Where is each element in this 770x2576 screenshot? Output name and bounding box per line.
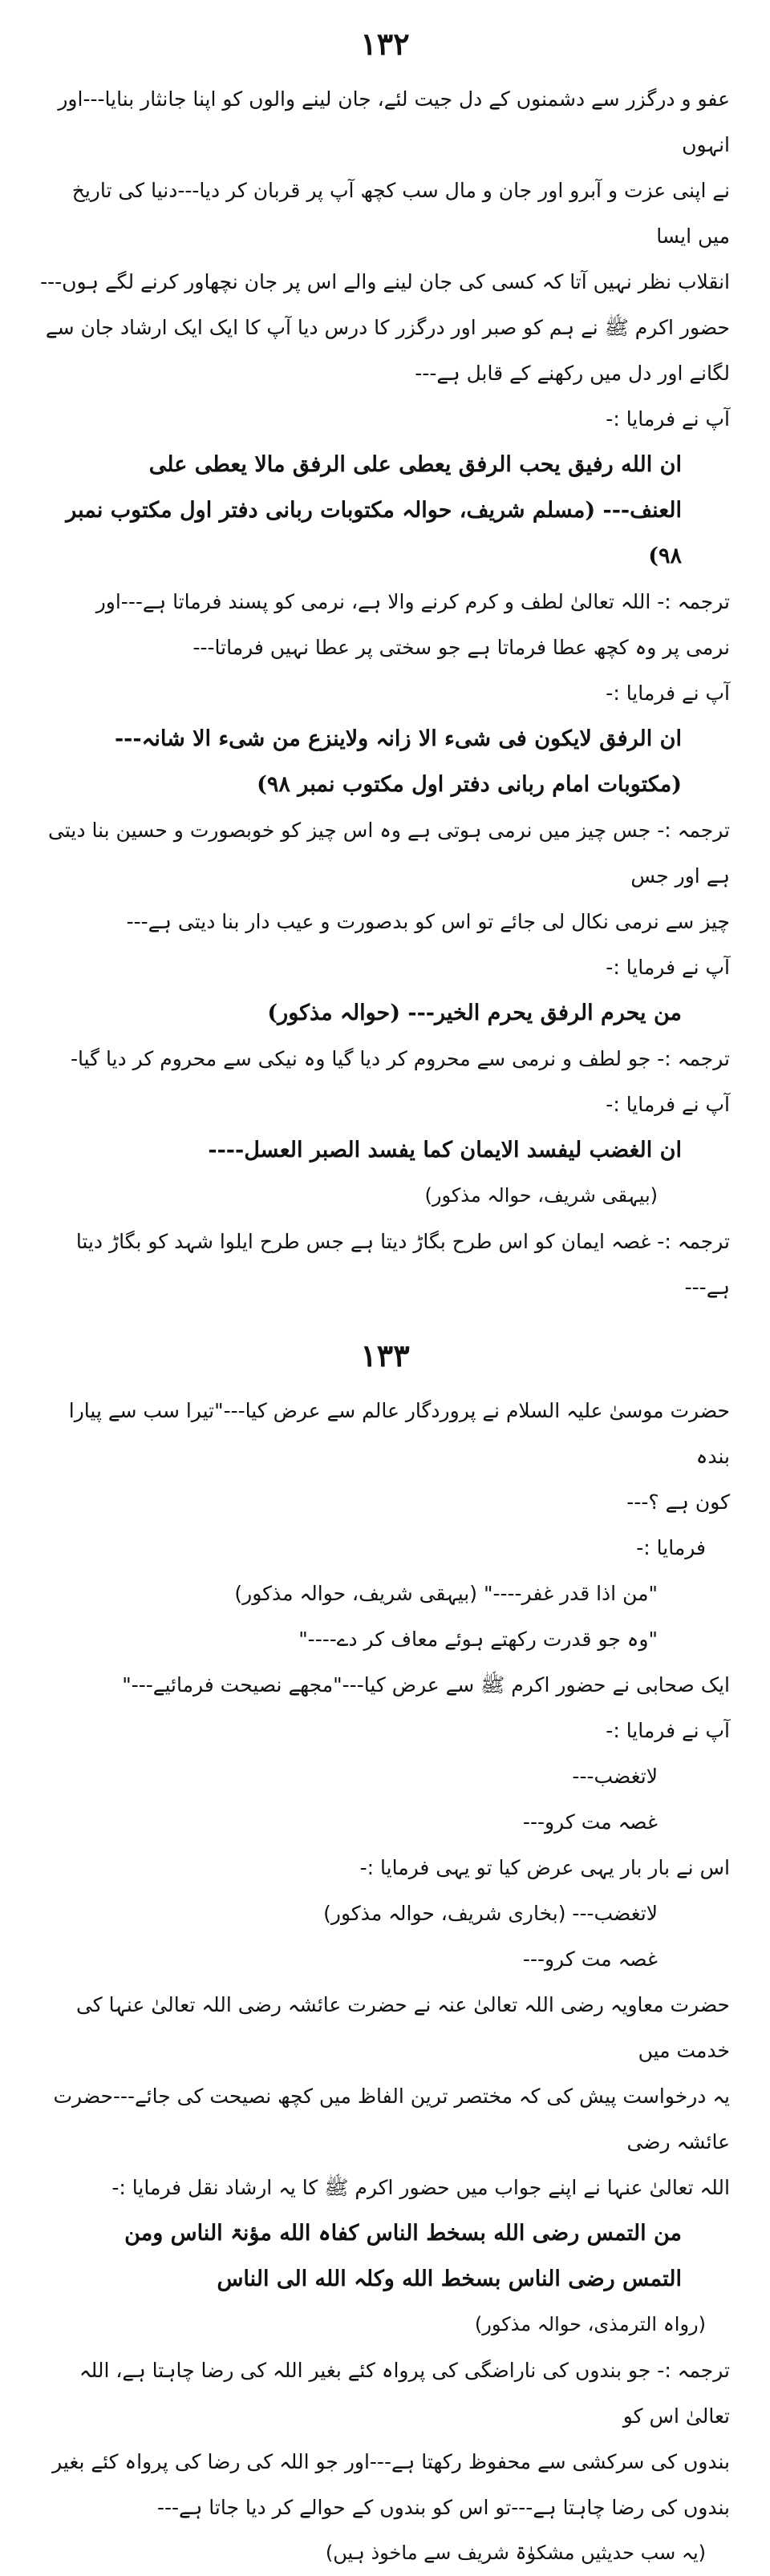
translation-line: ترجمہ :- جس چیز میں نرمی ہوتی ہے وہ اس چیز کو خوبصورت و حسین بنا دیتی ہے اور جس <box>48 819 730 888</box>
page-number: ١٣٣ <box>360 1337 410 1373</box>
text-line: اس نے بار بار یہی عرض کیا تو یہی فرمایا :- <box>359 1856 730 1879</box>
section-heading: آپ نے فرمایا :- <box>606 407 730 431</box>
text-line: عفو و درگزر سے دشمنوں کے دل جیت لئے، جان لینے والوں کو اپنا جانثار بنایا---اور انہوں <box>58 87 730 156</box>
translation-line: ترجمہ :- جو لطف و نرمی سے محروم کر دیا گیا وہ نیکی سے محروم کر دیا گیا- <box>70 1047 730 1070</box>
hadith-reference: (مکتوبات امام ربانی دفتر اول مکتوب نمبر ۹۸) <box>257 772 682 797</box>
section-heading: آپ نے فرمایا :- <box>606 956 730 979</box>
footnote: (یہ سب حدیثیں مشکوٰۃ شریف سے ماخوذ ہیں) <box>325 2542 706 2564</box>
translation-line: غصہ مت کرو--- <box>522 1947 658 1971</box>
hadith-arabic: ان الرفق لایکون فی شیء الا زانہ ولاینزع من شیء الا شانہ--- <box>114 726 682 751</box>
hadith-arabic: من التمس رضی الله بسخط الناس کفاہ الله مؤنۃ الناس ومن <box>124 2221 682 2246</box>
page-number: ١٣٢ <box>360 26 410 62</box>
page-132 <box>40 26 730 1310</box>
hadith-arabic: من یحرم الرفق یحرم الخیر--- (حوالہ مذکور) <box>267 1001 682 1025</box>
hadith-arabic: العنف--- (مسلم شریف، حوالہ مکتوبات ربانی دفتر اول مکتوب نمبر ۹۸) <box>66 498 682 568</box>
hadith-arabic: ان الله رفیق یحب الرفق یعطی علی الرفق مالا یعطی علی <box>148 452 682 477</box>
text-line: کون ہے ؟--- <box>626 1490 730 1514</box>
text-line: اللہ تعالیٰ عنہا نے اپنے جواب میں حضور اکرم ﷺ کا یہ ارشاد نقل فرمایا :- <box>111 2176 730 2199</box>
section-gap <box>40 1310 730 1328</box>
hadith-arabic: التمس رضی الناس بسخط الله وکلہ الله الی الناس <box>217 2267 682 2291</box>
hadith-quote: "من اذا قدر غفر----" (بیہقی شریف، حوالہ مذکور) <box>234 1582 658 1605</box>
section-heading: آپ نے فرمایا :- <box>606 681 730 705</box>
section-heading: فرمایا :- <box>636 1536 706 1559</box>
translation-line: ترجمہ :- اللہ تعالیٰ لطف و کرم کرنے والا ہے، نرمی کو پسند فرماتا ہے---اور <box>95 590 730 613</box>
translation-line: بندوں کی رضا چاہتا ہے---تو اس کو بندوں کے حوالے کر دیا جاتا ہے--- <box>156 2496 730 2519</box>
hadith-reference: (بیہقی شریف، حوالہ مذکور) <box>424 1184 658 1207</box>
text-line: حضرت موسیٰ علیہ السلام نے پروردگار عالم سے عرض کیا---"تیرا سب سے پیارا بندہ <box>68 1399 730 1468</box>
text-line: یہ درخواست پیش کی کہ مختصر ترین الفاظ میں کچھ نصیحت کی جائے---حضرت عائشہ رضی <box>53 2085 730 2153</box>
text-line: حضور اکرم ﷺ نے ہم کو صبر اور درگزر کا درس دیا آپ کا ایک ایک ارشاد جان سے <box>45 316 730 339</box>
hadith-arabic: لاتغضب--- (بخاری شریف، حوالہ مذکور) <box>323 1902 658 1925</box>
text-line: لگانے اور دل میں رکھنے کے قابل ہے--- <box>415 362 730 385</box>
translation-line: غصہ مت کرو--- <box>522 1810 658 1834</box>
section-heading: آپ نے فرمایا :- <box>606 1093 730 1116</box>
translation-line: چیز سے نرمی نکال لی جائے تو اس کو بدصورت و عیب دار بنا دیتی ہے--- <box>126 910 730 933</box>
hadith-quote-translation: "وہ جو قدرت رکھتے ہوئے معاف کر دے----" <box>298 1628 658 1651</box>
text-line: انقلاب نظر نہیں آتا کہ کسی کی جان لینے والے اس پر جان نچھاور کرنے لگے ہوں--- <box>40 270 730 293</box>
page-133 <box>40 1337 730 2576</box>
translation-line: ترجمہ :- جو بندوں کی ناراضگی کی پرواہ کئے بغیر اللہ کی رضا چاہتا ہے، اللہ تعالیٰ اس کو <box>79 2359 730 2428</box>
translation-line: بندوں کی سرکشی سے محفوظ رکھتا ہے---اور جو اللہ کی رضا کی پرواہ کئے بغیر <box>52 2450 730 2473</box>
translation-line: نرمی پر وہ کچھ عطا فرماتا ہے جو سختی پر عطا نہیں فرماتا--- <box>192 636 730 659</box>
section-heading: آپ نے فرمایا :- <box>606 1719 730 1742</box>
hadith-reference: (رواہ الترمذی، حوالہ مذکور) <box>474 2313 706 2335</box>
text-line: ایک صحابی نے حضور اکرم ﷺ سے عرض کیا---"مجھے نصیحت فرمائیے---" <box>122 1673 730 1696</box>
text-line: حضرت معاویہ رضی اللہ تعالیٰ عنہ نے حضرت عائشہ رضی اللہ تعالیٰ عنہا کی خدمت میں <box>75 1993 730 2062</box>
hadith-arabic: ان الغضب لیفسد الایمان کما یفسد الصبر العسل---- <box>208 1138 682 1163</box>
hadith-arabic: لاتغضب--- <box>572 1765 658 1788</box>
translation-line: ترجمہ :- غصہ ایمان کو اس طرح بگاڑ دیتا ہے جس طرح ایلوا شہد کو بگاڑ دیتا ہے--- <box>75 1230 730 1299</box>
text-line: نے اپنی عزت و آبرو اور جان و مال سب کچھ آپ پر قربان کر دیا---دنیا کی تاریخ میں ایسا <box>71 179 730 248</box>
